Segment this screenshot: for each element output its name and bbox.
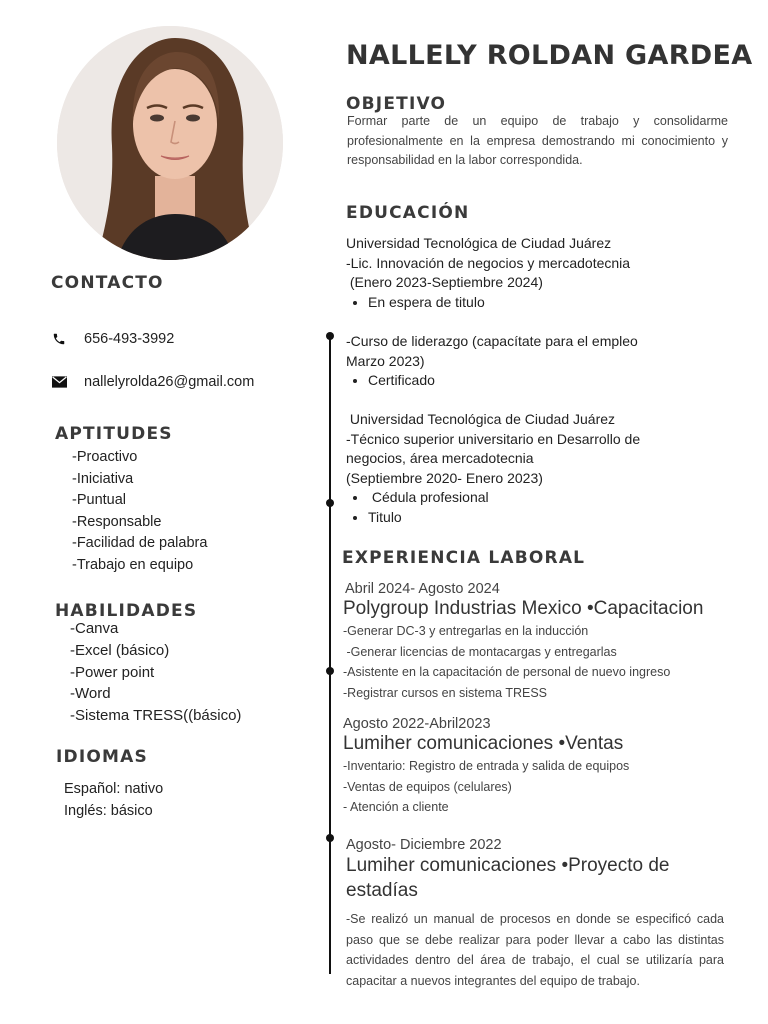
job-item: -Registrar cursos en sistema TRESS bbox=[343, 685, 547, 700]
aptitude-item: -Facilidad de palabra bbox=[72, 535, 208, 551]
phone-row bbox=[50, 330, 174, 348]
job-title: Lumiher comunicaciones •Ventas bbox=[343, 733, 624, 754]
job-item: -Ventas de equipos (celulares) bbox=[343, 779, 512, 794]
education-line: Marzo 2023) bbox=[346, 352, 425, 369]
education-line: -Curso de liderazgo (capacítate para el empleo bbox=[346, 333, 638, 349]
phone-number[interactable]: 656-493-3992 bbox=[84, 331, 175, 347]
email-row bbox=[50, 373, 254, 391]
email-address[interactable]: nallelyrolda26@gmail.com bbox=[84, 374, 255, 390]
skill-item: -Power point bbox=[70, 663, 155, 681]
education-bullet: • Titulo bbox=[368, 508, 676, 528]
educacion-heading: EDUCACIÓN bbox=[346, 203, 470, 223]
envelope-icon bbox=[50, 373, 68, 391]
job-entry-1 bbox=[343, 581, 743, 703]
aptitude-item: -Puntual bbox=[72, 492, 127, 508]
aptitude-item: -Trabajo en equipo bbox=[72, 556, 194, 573]
language-item: Inglés: básico bbox=[64, 802, 153, 819]
job-item: -Se realizó un manual de procesos en donde se especificó cada paso que se debe realizar para poder llevar a cabo las distintas actividades dentro del área de trabajo, el cual se utilizaría para capacitar a nuevos integrantes del equipo de trabajo. bbox=[346, 912, 724, 988]
education-line: (Septiembre 2020- Enero 2023) bbox=[346, 469, 543, 486]
education-line: Universidad Tecnológica de Ciudad Juárez bbox=[346, 411, 616, 427]
skill-item: -Sistema TRESS((básico) bbox=[70, 707, 242, 725]
job-item: -Generar DC-3 y entregarlas en la inducción bbox=[343, 624, 589, 638]
education-line: (Enero 2023-Septiembre 2024) bbox=[346, 274, 543, 290]
timeline-dot bbox=[326, 332, 334, 340]
education-line: negocios, área mercadotecnia bbox=[346, 450, 534, 466]
phone-icon bbox=[50, 330, 68, 348]
timeline-dot bbox=[326, 499, 334, 507]
timeline-line bbox=[329, 336, 331, 974]
job-date: Abril 2024- Agosto 2024 bbox=[345, 581, 500, 597]
job-title: Polygroup Industrias Mexico •Capacitacion bbox=[343, 598, 704, 619]
aptitude-item: -Responsable bbox=[72, 513, 162, 530]
skill-item: -Canva bbox=[70, 620, 119, 637]
language-item: Español: nativo bbox=[64, 781, 164, 797]
habilidades-list bbox=[70, 618, 241, 727]
contacto-heading: CONTACTO bbox=[51, 273, 164, 293]
job-date: Agosto 2022-Abril2023 bbox=[343, 716, 491, 732]
portrait-photo bbox=[57, 26, 283, 260]
habilidades-heading: HABILIDADES bbox=[55, 601, 198, 621]
job-item: -Asistente en la capacitación de personal de nuevo ingreso bbox=[343, 665, 671, 679]
job-date: Agosto- Diciembre 2022 bbox=[346, 837, 502, 853]
idiomas-heading: IDIOMAS bbox=[56, 747, 148, 767]
skill-item: -Word bbox=[70, 685, 111, 703]
job-entry-3 bbox=[346, 837, 724, 991]
education-entry-1 bbox=[346, 234, 676, 312]
education-line: -Técnico superior universitario en Desarrollo de bbox=[346, 430, 641, 447]
education-bullet: • En espera de titulo bbox=[368, 293, 676, 313]
job-entry-2 bbox=[343, 716, 743, 818]
job-item: - Atención a cliente bbox=[343, 800, 449, 814]
aptitudes-heading: APTITUDES bbox=[55, 424, 173, 444]
aptitude-item: -Proactivo bbox=[72, 449, 138, 465]
timeline-dot bbox=[326, 667, 334, 675]
education-line: Universidad Tecnológica de Ciudad Juárez bbox=[346, 235, 612, 251]
aptitude-item: -Iniciativa bbox=[72, 470, 134, 487]
education-entry-2 bbox=[346, 332, 676, 391]
profile-photo bbox=[57, 26, 283, 260]
job-item: -Generar licencias de montacargas y entregarlas bbox=[343, 644, 617, 659]
experiencia-heading: EXPERIENCIA LABORAL bbox=[342, 548, 586, 568]
objetivo-heading: OBJETIVO bbox=[346, 94, 447, 114]
education-line: -Lic. Innovación de negocios y mercadotecnia bbox=[346, 254, 631, 271]
aptitudes-list bbox=[72, 447, 207, 576]
education-entry-3 bbox=[346, 410, 676, 527]
education-bullet: • Cédula profesional bbox=[368, 488, 676, 508]
timeline-dot bbox=[326, 834, 334, 842]
candidate-name: NALLELY ROLDAN GARDEA bbox=[346, 40, 753, 71]
job-title: Lumiher comunicaciones •Proyecto de estadías bbox=[346, 855, 670, 901]
skill-item: -Excel (básico) bbox=[70, 641, 170, 659]
idiomas-list bbox=[64, 779, 163, 822]
job-item: -Inventario: Registro de entrada y salida de equipos bbox=[343, 759, 630, 773]
education-bullet: • Certificado bbox=[368, 371, 676, 391]
objetivo-text: Formar parte de un equipo de trabajo y consolidarme profesionalmente en la empresa demostrando mi conocimiento y responsabilidad en la labor correspondida. bbox=[347, 114, 728, 167]
